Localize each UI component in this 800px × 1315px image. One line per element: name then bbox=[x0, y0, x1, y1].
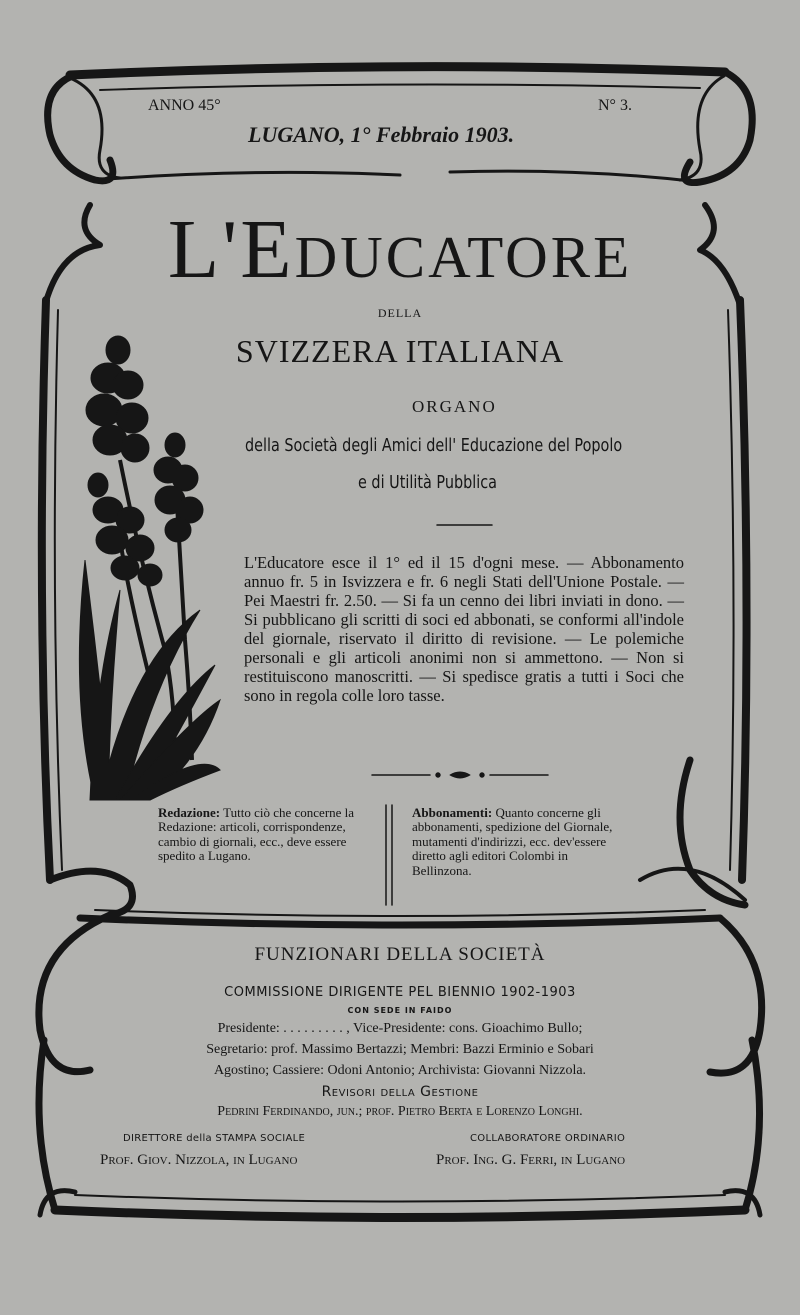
journal-title: L'Educatore bbox=[167, 203, 633, 296]
redazione-box bbox=[158, 806, 370, 864]
redazione-text: Tutto ciò che concerne la Redazione: articoli, corrispondenze, cambio di giornali, ecc., deve essere spedito a Lugano. bbox=[158, 805, 355, 864]
notice-paragraph: L'Educatore esce il 1° ed il 15 d'ogni mese. — Abbonamento annuo fr. 5 in Isvizzera e fr. 6 negli Stati dell'Unione Postale. — Pei Maestri fr. 2.50. — Si fa un cenno dei libri inviati in dono. — Si pubblicano gli scritti di soci ed abbonati, se conformi all'indole del giornale, riservato il diritto di revisione. — Le polemiche personali e gli articoli anonimi non si ammettono. — Non si restituiscono manoscritti. — Si spedisce gratis a tutti i Soci che sono in regola colle loro tasse. bbox=[244, 553, 684, 705]
organo-utility: e di Utilità Pubblica bbox=[358, 472, 497, 493]
abbonamenti-label: Abbonamenti: bbox=[412, 805, 493, 820]
abbonamenti-box bbox=[412, 806, 624, 878]
direttore-name: Prof. Giov. Nizzola, in Lugano bbox=[100, 1152, 298, 1168]
organo-society: della Società degli Amici dell' Educazione del Popolo bbox=[245, 435, 623, 456]
abbonamenti-text: Quanto concerne gli abbonamenti, spedizione del Giornale, mutamenti d'indirizzi, ecc. dev'essere diretto agli editori Colombi in Bellinzona. bbox=[412, 805, 613, 878]
issue-number: N° 3. bbox=[598, 97, 632, 114]
hyacinth-illustration bbox=[79, 336, 220, 800]
della-label: DELLA bbox=[377, 306, 423, 320]
collaboratore-name: Prof. Ing. G. Ferri, in Lugano bbox=[436, 1152, 626, 1168]
funzionari-heading: FUNZIONARI DELLA SOCIETÀ bbox=[254, 944, 546, 965]
officers-line-3: Agostino; Cassiere: Odoni Antonio; Archivista: Giovanni Nizzola. bbox=[213, 1063, 587, 1078]
redazione-label: Redazione: bbox=[158, 805, 221, 820]
officers-line-2: Segretario: prof. Massimo Bertazzi; Membri: Bazzi Erminio e Sobari bbox=[206, 1042, 594, 1057]
place-date: LUGANO, 1° Febbraio 1903. bbox=[248, 122, 515, 147]
revisori-heading: Revisori della Gestione bbox=[321, 1084, 479, 1100]
commission-heading: COMMISSIONE DIRIGENTE PEL BIENNIO 1902-1903 bbox=[224, 985, 576, 1000]
commission-seat: CON SEDE IN FAIDO bbox=[347, 1006, 453, 1015]
collaboratore-label: COLLABORATORE ORDINARIO bbox=[470, 1133, 626, 1144]
officers-line-1: Presidente: . . . . . . . . . , Vice-Presidente: cons. Gioachimo Bullo; bbox=[217, 1021, 583, 1036]
subscription-notice bbox=[244, 553, 684, 705]
year-label: ANNO 45° bbox=[148, 97, 221, 114]
journal-subtitle: SVIZZERA ITALIANA bbox=[235, 333, 565, 369]
organo-label: ORGANO bbox=[412, 397, 497, 416]
revisori-names: Pedrini Ferdinando, jun.; prof. Pietro Berta e Lorenzo Longhi. bbox=[217, 1104, 583, 1119]
direttore-label: DIRETTORE della STAMPA SOCIALE bbox=[123, 1133, 306, 1144]
